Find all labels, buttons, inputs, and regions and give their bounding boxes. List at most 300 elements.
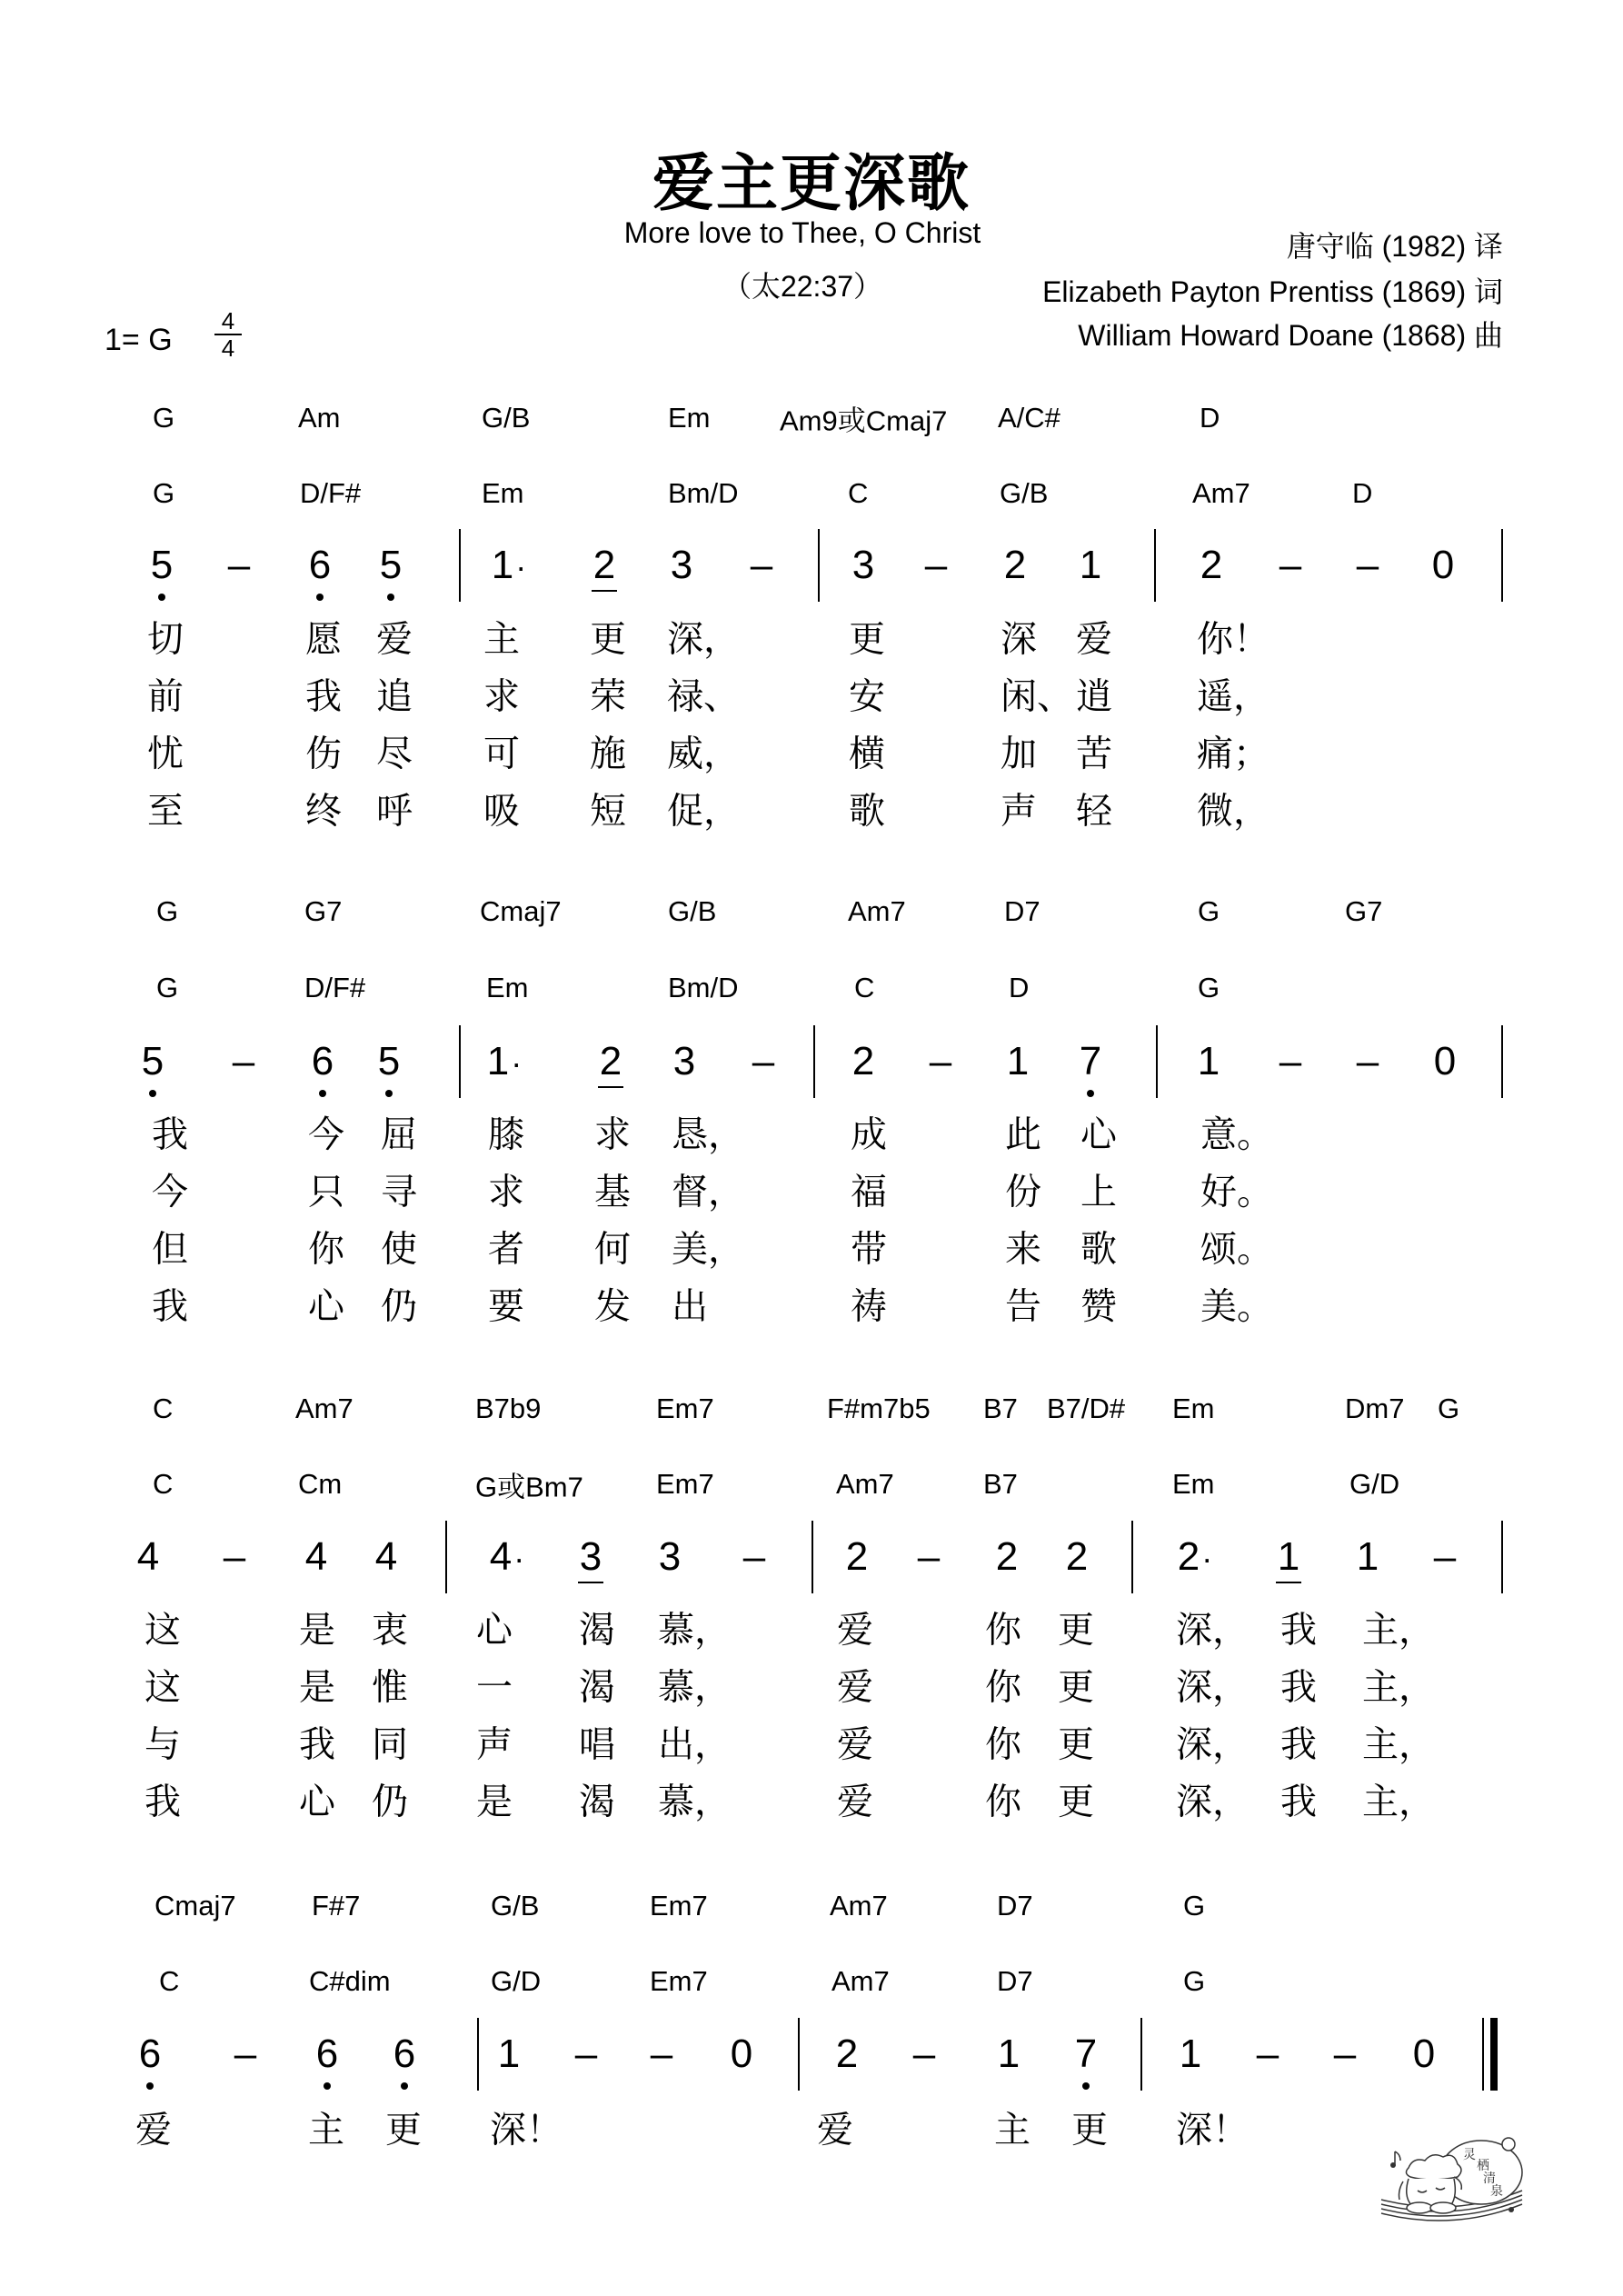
chord-symbol-alt: B7b9 [475,1393,542,1424]
note-digit: 2 [845,1534,869,1579]
song-subtitle: More love to Thee, O Christ [623,216,981,249]
chord-symbol: G [156,972,179,1003]
note-dash [218,2031,273,2077]
translator-credit: 唐守临 (1982) 译 [1286,230,1503,263]
chord-symbol-alt: F#7 [312,1890,361,1922]
lyric-syllable: 爱 [837,1666,873,1709]
low-octave-dot [319,1090,326,1097]
time-signature-top: 4 [221,307,235,334]
lyric-syllable: 爱 [135,2109,172,2151]
lyric-syllable: 仍 [381,1285,417,1328]
note-digit: – [929,1039,952,1083]
chord-symbol-alt: G7 [1345,895,1383,927]
chord-symbol-alt: D [1200,402,1220,434]
note-digit: 7 [1080,1039,1101,1084]
lyric-syllable: 施 [590,733,626,775]
low-octave-dot [146,2082,154,2090]
chord-symbol-alt: Em7 [656,1393,714,1424]
chord-symbol: G/B [1000,477,1049,509]
lyric-syllable: 歌 [849,790,885,833]
lyric-syllable: 成 [851,1113,887,1156]
note-digit: 0 [730,2031,753,2076]
time-signature-bottom: 4 [221,334,235,362]
eighth-underline [598,1086,623,1088]
lyric-syllable: 声 [476,1723,513,1766]
chord-symbol-alt: D7 [1004,895,1041,927]
note [363,543,418,588]
note [1181,1039,1236,1084]
note-digit: 1 [997,2031,1021,2076]
lyric-syllable: 至 [147,790,184,833]
lyric-syllable: 我 [152,1113,188,1156]
chord-symbol-alt: D7 [997,1890,1033,1922]
lyric-syllable: 膝 [488,1113,524,1156]
note-digit: 4 [489,1534,513,1579]
note [836,543,891,588]
lyric-syllable: 更 [1058,1609,1094,1652]
note-digit: 3 [851,543,875,587]
chord-symbol-alt: G [156,895,179,927]
chord-symbol-alt: B7 [983,1393,1018,1424]
chord-symbol: D/F# [300,477,362,509]
eighth-underline [592,590,617,592]
lyric-syllable: 我 [1280,1781,1317,1823]
chord-symbol: Am7 [831,1965,890,1997]
chord-symbol: C [848,477,869,509]
lyric-syllable: 遥， [1197,675,1270,718]
note-dash [736,1039,791,1084]
note [362,1039,416,1084]
note [359,1534,413,1580]
chord-symbol-alt: G [153,402,175,434]
lyric-syllable: 吸 [483,790,520,833]
chord-symbol: C [153,1468,174,1500]
note [988,543,1042,588]
lyric-syllable: 爱 [837,1723,873,1766]
lyric-syllable: 美， [672,1228,744,1271]
note-dash [634,2031,689,2077]
lyric-syllable: 与 [144,1723,181,1766]
lyric-syllable: 要 [488,1285,524,1328]
lyric-syllable: 促， [667,790,740,833]
chord-symbol-alt: Dm7 [1345,1393,1405,1424]
low-octave-dot [1087,1090,1094,1097]
note [981,2031,1036,2077]
lyric-syllable: 求 [488,1171,524,1213]
note [1063,543,1118,588]
note-digit: – [924,543,948,587]
lyric-syllable: 你！ [1197,618,1270,661]
note-digit: – [1356,543,1379,587]
lyric-syllable: 愿 [305,618,342,661]
note-digit: 1 [497,2031,521,2076]
note-digit: – [574,2031,598,2076]
lyric-syllable: 一 [476,1666,513,1709]
note-digit: 6 [139,2031,161,2077]
note-digit: 1 [1179,2031,1202,2076]
note-digit: 2 [1065,1534,1089,1579]
barline [798,2018,800,2091]
lyric-syllable: 主， [1362,1609,1435,1652]
note [1050,1534,1104,1580]
lyric-syllable: 深！ [1176,2109,1249,2151]
lyric-syllable: 份 [1005,1171,1041,1213]
note-digit: – [912,2031,936,2076]
lyric-syllable: 上 [1080,1171,1117,1213]
time-signature [214,309,242,360]
chord-symbol: G或Bm7 [475,1471,583,1503]
note-digit: 1 [1197,1039,1220,1083]
lyric-syllable: 颂。 [1200,1228,1273,1271]
lyric-syllable: 慕， [658,1609,731,1652]
note [1261,1534,1316,1580]
chord-symbol: D/F# [304,972,366,1003]
note [480,1534,534,1580]
chord-symbol-alt: G [1183,1890,1206,1922]
note-digit: – [227,543,251,587]
note-digit: – [750,543,773,587]
chord-symbol: Bm/D [668,972,739,1003]
lyric-syllable: 深， [1176,1666,1249,1709]
note-digit: 3 [658,1534,682,1579]
note-digit: 1 [486,1039,510,1083]
lyric-syllable: 恳， [672,1113,744,1156]
barline [459,1025,461,1098]
lyric-syllable: 更 [1058,1723,1094,1766]
note-dash [1340,543,1395,588]
note [583,1039,638,1084]
lyric-syllable: 爱 [837,1609,873,1652]
note [121,1534,175,1580]
note-digit: 6 [316,2031,338,2077]
low-octave-dot [324,2082,331,2090]
end-barline [1501,1025,1503,1098]
note-dash [1263,543,1318,588]
note-digit: – [752,1039,775,1083]
note-digit: 3 [672,1039,696,1083]
note [577,543,632,588]
end-barline [1501,1521,1503,1593]
low-octave-dot [149,1090,156,1097]
chord-symbol: D [1009,972,1030,1003]
lyric-syllable: 切 [147,618,184,661]
note-dash [207,1534,262,1580]
note-digit: – [1356,1039,1379,1083]
lyric-syllable: 安 [849,675,885,718]
lyric-syllable: 主 [308,2109,344,2151]
chord-symbol: Em [482,477,524,509]
note [657,1039,712,1084]
lyric-syllable: 更 [1058,1781,1094,1823]
svg-text:清: 清 [1483,2171,1496,2186]
lyric-syllable: 告 [1005,1285,1041,1328]
chord-symbol-alt: Em [668,402,711,434]
barline [1131,1521,1133,1593]
low-octave-dot [316,594,324,601]
lyric-syllable: 你 [985,1666,1021,1709]
note [123,2031,177,2077]
note-dash [1263,1039,1318,1084]
lyric-syllable: 主， [1362,1666,1435,1709]
note [1416,543,1470,588]
lyric-syllable: 加 [1001,733,1037,775]
lyric-syllable: 呼 [376,790,413,833]
augmentation-dot: · [1201,1540,1213,1578]
lyric-syllable: 痛； [1197,733,1270,775]
lyric-syllable: 美。 [1200,1285,1273,1328]
final-barline-thick [1490,2018,1498,2091]
lyric-syllable: 爱 [817,2109,853,2151]
eighth-underline [578,1582,603,1583]
lyric-syllable: 何 [594,1228,631,1271]
lyric-syllable: 出， [658,1723,731,1766]
chord-symbol-alt: G/B [668,895,717,927]
note [289,1534,344,1580]
chord-symbol: G/D [491,1965,542,1997]
lyric-syllable: 我 [1280,1666,1317,1709]
chord-symbol-alt: G/B [482,402,531,434]
barline [477,2018,479,2091]
note [830,1534,884,1580]
lyric-syllable: 主 [483,618,520,661]
lyric-syllable: 是 [476,1781,513,1823]
chord-symbol-alt: B7/D# [1047,1393,1126,1424]
note-digit: 0 [1433,1039,1457,1083]
chord-symbol: Em [1172,1468,1215,1500]
lyric-syllable: 爱 [1076,618,1112,661]
chord-symbol: G/D [1349,1468,1400,1500]
note [477,1039,532,1084]
note-dash [734,543,789,588]
note-dash [1318,2031,1372,2077]
chord-symbol-alt: Am7 [848,895,906,927]
chord-symbol-alt: Cmaj7 [480,895,562,927]
lyric-syllable: 督， [672,1171,744,1213]
note-digit: – [917,1534,941,1579]
note-digit: 2 [1177,1534,1200,1579]
lyric-syllable: 衷 [372,1609,408,1652]
sheep-music-logo-icon [1372,2131,1536,2231]
lyric-syllable: 求 [483,675,520,718]
lyric-syllable: 慕， [658,1666,731,1709]
note-digit: 1 [1079,543,1102,587]
scripture-reference: （太22:37） [722,270,883,303]
note-dash [1240,2031,1295,2077]
note-digit: 3 [580,1534,602,1580]
lyric-syllable: 伤 [305,733,342,775]
lyric-syllable: 你 [985,1609,1021,1652]
note-digit: 1 [1278,1534,1299,1580]
lyric-syllable: 这 [144,1609,181,1652]
lyric-syllable: 忧 [147,733,184,775]
note-digit: 4 [374,1534,398,1579]
note [836,1039,891,1084]
lyric-syllable: 微， [1197,790,1270,833]
note-digit: 2 [600,1039,622,1084]
svg-text:栖: 栖 [1477,2159,1489,2173]
note-dash [559,2031,613,2077]
lyric-syllable: 主， [1362,1723,1435,1766]
lyric-syllable: 基 [594,1171,631,1213]
lyric-syllable: 唱 [579,1723,615,1766]
lyric-syllable: 主 [994,2109,1031,2151]
lyric-syllable: 心 [476,1609,513,1652]
lyric-syllable: 此 [1005,1113,1041,1156]
chord-symbol-alt: Am7 [830,1890,888,1922]
eighth-underline [1276,1582,1301,1583]
low-octave-dot [158,594,165,601]
augmentation-dot: · [513,1540,525,1578]
lyric-syllable: 但 [152,1228,188,1271]
note [300,2031,354,2077]
svg-text:灵: 灵 [1463,2148,1476,2162]
note-digit: 6 [312,1039,334,1084]
chord-symbol-alt: G [1438,1393,1460,1424]
chord-symbol-alt: G7 [304,895,343,927]
note-dash [212,543,266,588]
chord-symbol: C#dim [309,1965,391,1997]
chord-symbol-alt: C [153,1393,174,1424]
note [377,2031,432,2077]
lyric-syllable: 可 [483,733,520,775]
final-barline-thin [1482,2018,1484,2091]
note [125,1039,180,1084]
lyric-syllable: 带 [851,1228,887,1271]
note [482,543,536,588]
lyric-syllable: 渴 [579,1666,615,1709]
lyric-syllable: 是 [299,1666,335,1709]
lyric-syllable: 追 [376,675,413,718]
lyric-syllable: 逍 [1076,675,1112,718]
note-digit: 5 [380,543,402,588]
lyric-syllable: 前 [147,675,184,718]
note [1418,1039,1472,1084]
chord-symbol: D [1352,477,1373,509]
lyric-syllable: 渴 [579,1781,615,1823]
chord-symbol: Bm/D [668,477,739,509]
lyric-syllable: 祷 [851,1285,887,1328]
note-digit: 1 [491,543,514,587]
chord-symbol-alt: Em [1172,1393,1215,1424]
lyric-syllable: 更 [1071,2109,1108,2151]
key-signature: 1= G [105,323,173,357]
lyric-syllable: 深， [1176,1723,1249,1766]
chord-symbol-alt: G [1198,895,1220,927]
augmentation-dot: · [515,548,527,586]
chord-symbol: Am7 [836,1468,894,1500]
note [991,1039,1045,1084]
note-dash [913,1039,968,1084]
lyric-syllable: 深！ [490,2109,563,2151]
note-digit: 4 [304,1534,328,1579]
lyric-syllable: 只 [308,1171,344,1213]
note [1059,2031,1113,2077]
lyric-syllable: 求 [594,1113,631,1156]
lyric-syllable: 我 [305,675,342,718]
lyric-syllable: 深， [1176,1609,1249,1652]
chord-symbol: Em7 [656,1468,714,1500]
note-digit: 5 [378,1039,400,1084]
note-digit: – [1279,543,1302,587]
lyric-syllable: 终 [305,790,342,833]
lyric-syllable: 尽 [376,733,413,775]
note-digit: 2 [1200,543,1223,587]
lyric-syllable: 深， [1176,1781,1249,1823]
lyric-syllable: 主， [1362,1781,1435,1823]
lyric-syllable: 我 [1280,1723,1317,1766]
lyric-syllable: 使 [381,1228,417,1271]
note [1168,1534,1222,1580]
barline [459,529,461,602]
note-digit: 0 [1412,2031,1436,2076]
lyric-syllable: 横 [849,733,885,775]
chord-symbol: Am7 [1192,477,1250,509]
chord-symbol-alt: G/B [491,1890,540,1922]
note-digit: 5 [142,1039,164,1084]
composer-credit: William Howard Doane (1868) 曲 [1078,319,1503,352]
note [654,543,709,588]
note-digit: – [234,2031,257,2076]
lyric-syllable: 深 [1001,618,1037,661]
lyric-syllable: 是 [299,1609,335,1652]
barline [1140,2018,1142,2091]
lyric-syllable: 深， [667,618,740,661]
lyric-syllable: 今 [152,1171,188,1213]
lyric-syllable: 好。 [1200,1171,1273,1213]
note [295,1039,350,1084]
note-digit: – [742,1534,766,1579]
lyric-syllable: 你 [985,1781,1021,1823]
note-digit: – [223,1534,246,1579]
lyric-syllable: 更 [849,618,885,661]
lyric-syllable: 意。 [1200,1113,1273,1156]
lyric-syllable: 轻 [1076,790,1112,833]
note-digit: 6 [309,543,331,588]
barline [1154,529,1156,602]
low-octave-dot [401,2082,408,2090]
note [1397,2031,1451,2077]
lyric-syllable: 心 [299,1781,335,1823]
note [820,2031,874,2077]
lyric-syllable: 同 [372,1723,408,1766]
note-digit: 3 [670,543,693,587]
lyric-syllable: 更 [590,618,626,661]
chord-symbol: Em [486,972,529,1003]
lyric-syllable: 者 [488,1228,524,1271]
lyric-syllable: 你 [308,1228,344,1271]
lyric-syllable: 仍 [372,1781,408,1823]
chord-symbol-alt: Am7 [295,1393,353,1424]
note [1340,1534,1395,1580]
lyric-syllable: 惟 [372,1666,408,1709]
note-digit: 2 [835,2031,859,2076]
chord-symbol: C [854,972,875,1003]
lyric-syllable: 禄、 [667,675,740,718]
note-dash [1418,1534,1472,1580]
note-digit: 6 [393,2031,415,2077]
lyric-syllable: 出 [672,1285,708,1328]
note-digit: 2 [593,543,615,588]
note-digit: – [1433,1534,1457,1579]
chord-symbol-alt: F#m7b5 [827,1393,931,1424]
chord-symbol-alt: Em7 [650,1890,708,1922]
note-digit: – [1279,1039,1302,1083]
chord-symbol: G [153,477,175,509]
note [1184,543,1239,588]
lyric-syllable: 荣 [590,675,626,718]
lyric-syllable: 苦 [1076,733,1112,775]
note-digit: 0 [1431,543,1455,587]
